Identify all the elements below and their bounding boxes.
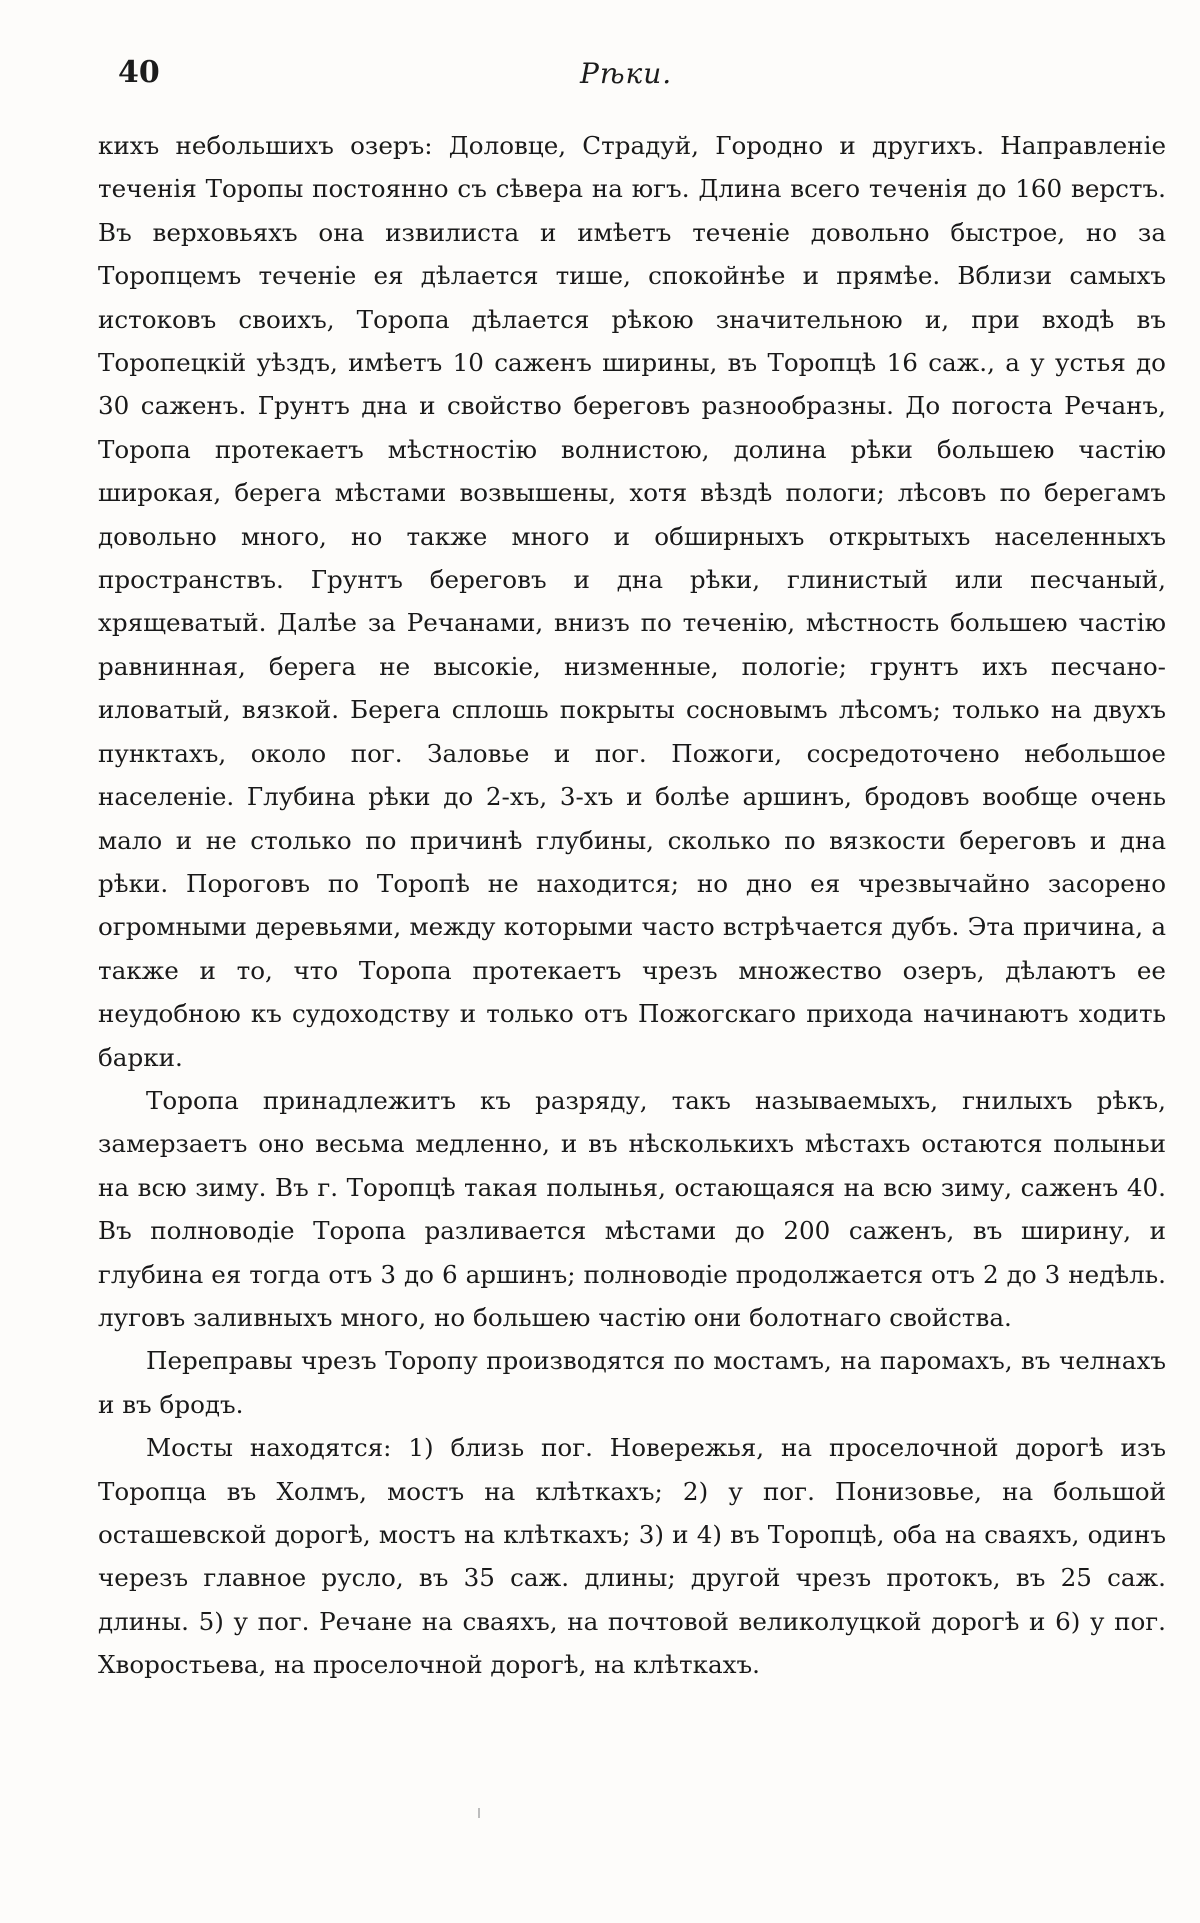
print-speck (478, 1808, 480, 1818)
running-title: Рѣки. (580, 57, 673, 90)
paragraph-crossings: Переправы чрезъ Торопу производятся по мостамъ, на паромахъ, въ челнахъ и въ бродъ. (98, 1346, 1166, 1419)
body-text (98, 124, 1166, 1687)
paragraph-continuation: кихъ небольшихъ озеръ: Доловце, Страдуй, Городно и другихъ. Направленіе теченія Торопы постоянно съ сѣвера на югъ. Длина всего теченія до 160 верстъ. Въ верховьяхъ она извилиста и имѣетъ теченіе довольно быстрое, но за Торопцемъ теченіе ея дѣлается тише, спокойнѣе и прямѣе. Вблизи самыхъ истоковъ своихъ, Торопа дѣлается рѣкою значительною и, при входѣ въ Торопецкій уѣздъ, имѣетъ 10 саженъ ширины, въ Торопцѣ 16 саж., а у устья до 30 саженъ. Грунтъ дна и свойство береговъ разнообразны. До погоста Речанъ, Торопа протекаетъ мѣстностію волнистою, долина рѣки большею частію широкая, берега мѣстами возвышены, хотя вѣздѣ пологи; лѣсовъ по берегамъ довольно много, но также много и обширныхъ открытыхъ населенныхъ пространствъ. Грунтъ береговъ и дна рѣки, глинистый или песчаный, хрящеватый. Далѣе за Речанами, внизъ по теченію, мѣстность большею частію равнинная, берега не высокіе, низменные, пологіе; грунтъ ихъ песчано-иловатый, вязкой. Берега сплошь покрыты сосновымъ лѣсомъ; только на двухъ пунктахъ, около пог. Заловье и пог. Пожоги, сосредоточено небольшое населеніе. Глубина рѣки до 2-хъ, 3-хъ и болѣе аршинъ, бродовъ вообще очень мало и не столько по причинѣ глубины, сколько по вязкости береговъ и дна рѣки. Пороговъ по Торопѣ не находится; но дно ея чрезвычайно засорено огромными деревьями, между которыми часто встрѣчается дубъ. Эта причина, а также и то, что Торопа протекаетъ чрезъ множество озеръ, дѣлаютъ ее неудобною къ судоходству и только отъ Пожогскаго прихода начинаютъ ходить барки. (98, 131, 1166, 1072)
page-number: 40 (118, 55, 160, 90)
paragraph-freezing: Торопа принадлежитъ къ разряду, такъ называемыхъ, гнилыхъ рѣкъ, замерзаетъ оно весьма медленно, и въ нѣсколькихъ мѣстахъ остаются полыньи на всю зиму. Въ г. Торопцѣ такая полынья, остающаяся на всю зиму, саженъ 40. Въ полноводіе Торопа разливается мѣстами до 200 саженъ, въ ширину, и глубина ея тогда отъ 3 до 6 аршинъ; полноводіе продолжается отъ 2 до 3 недѣль. луговъ заливныхъ много, но большею частію они болотнаго свойства. (98, 1085, 1166, 1332)
paragraph-bridges: Мосты находятся: 1) близь пог. Новережья, на проселочной дорогѣ изъ Торопца въ Холмъ, мостъ на клѣткахъ; 2) у пог. Понизовье, на большой осташевской дорогѣ, мостъ на клѣткахъ; 3) и 4) въ Торопцѣ, оба на сваяхъ, одинъ черезъ главное русло, въ 35 саж. длины; другой чрезъ протокъ, въ 25 саж. длины. 5) у пог. Речане на сваяхъ, на почтовой великолуцкой дорогѣ и 6) у пог. Хворостьева, на проселочной дорогѣ, на клѣткахъ. (98, 1433, 1166, 1680)
running-header (110, 55, 1180, 95)
